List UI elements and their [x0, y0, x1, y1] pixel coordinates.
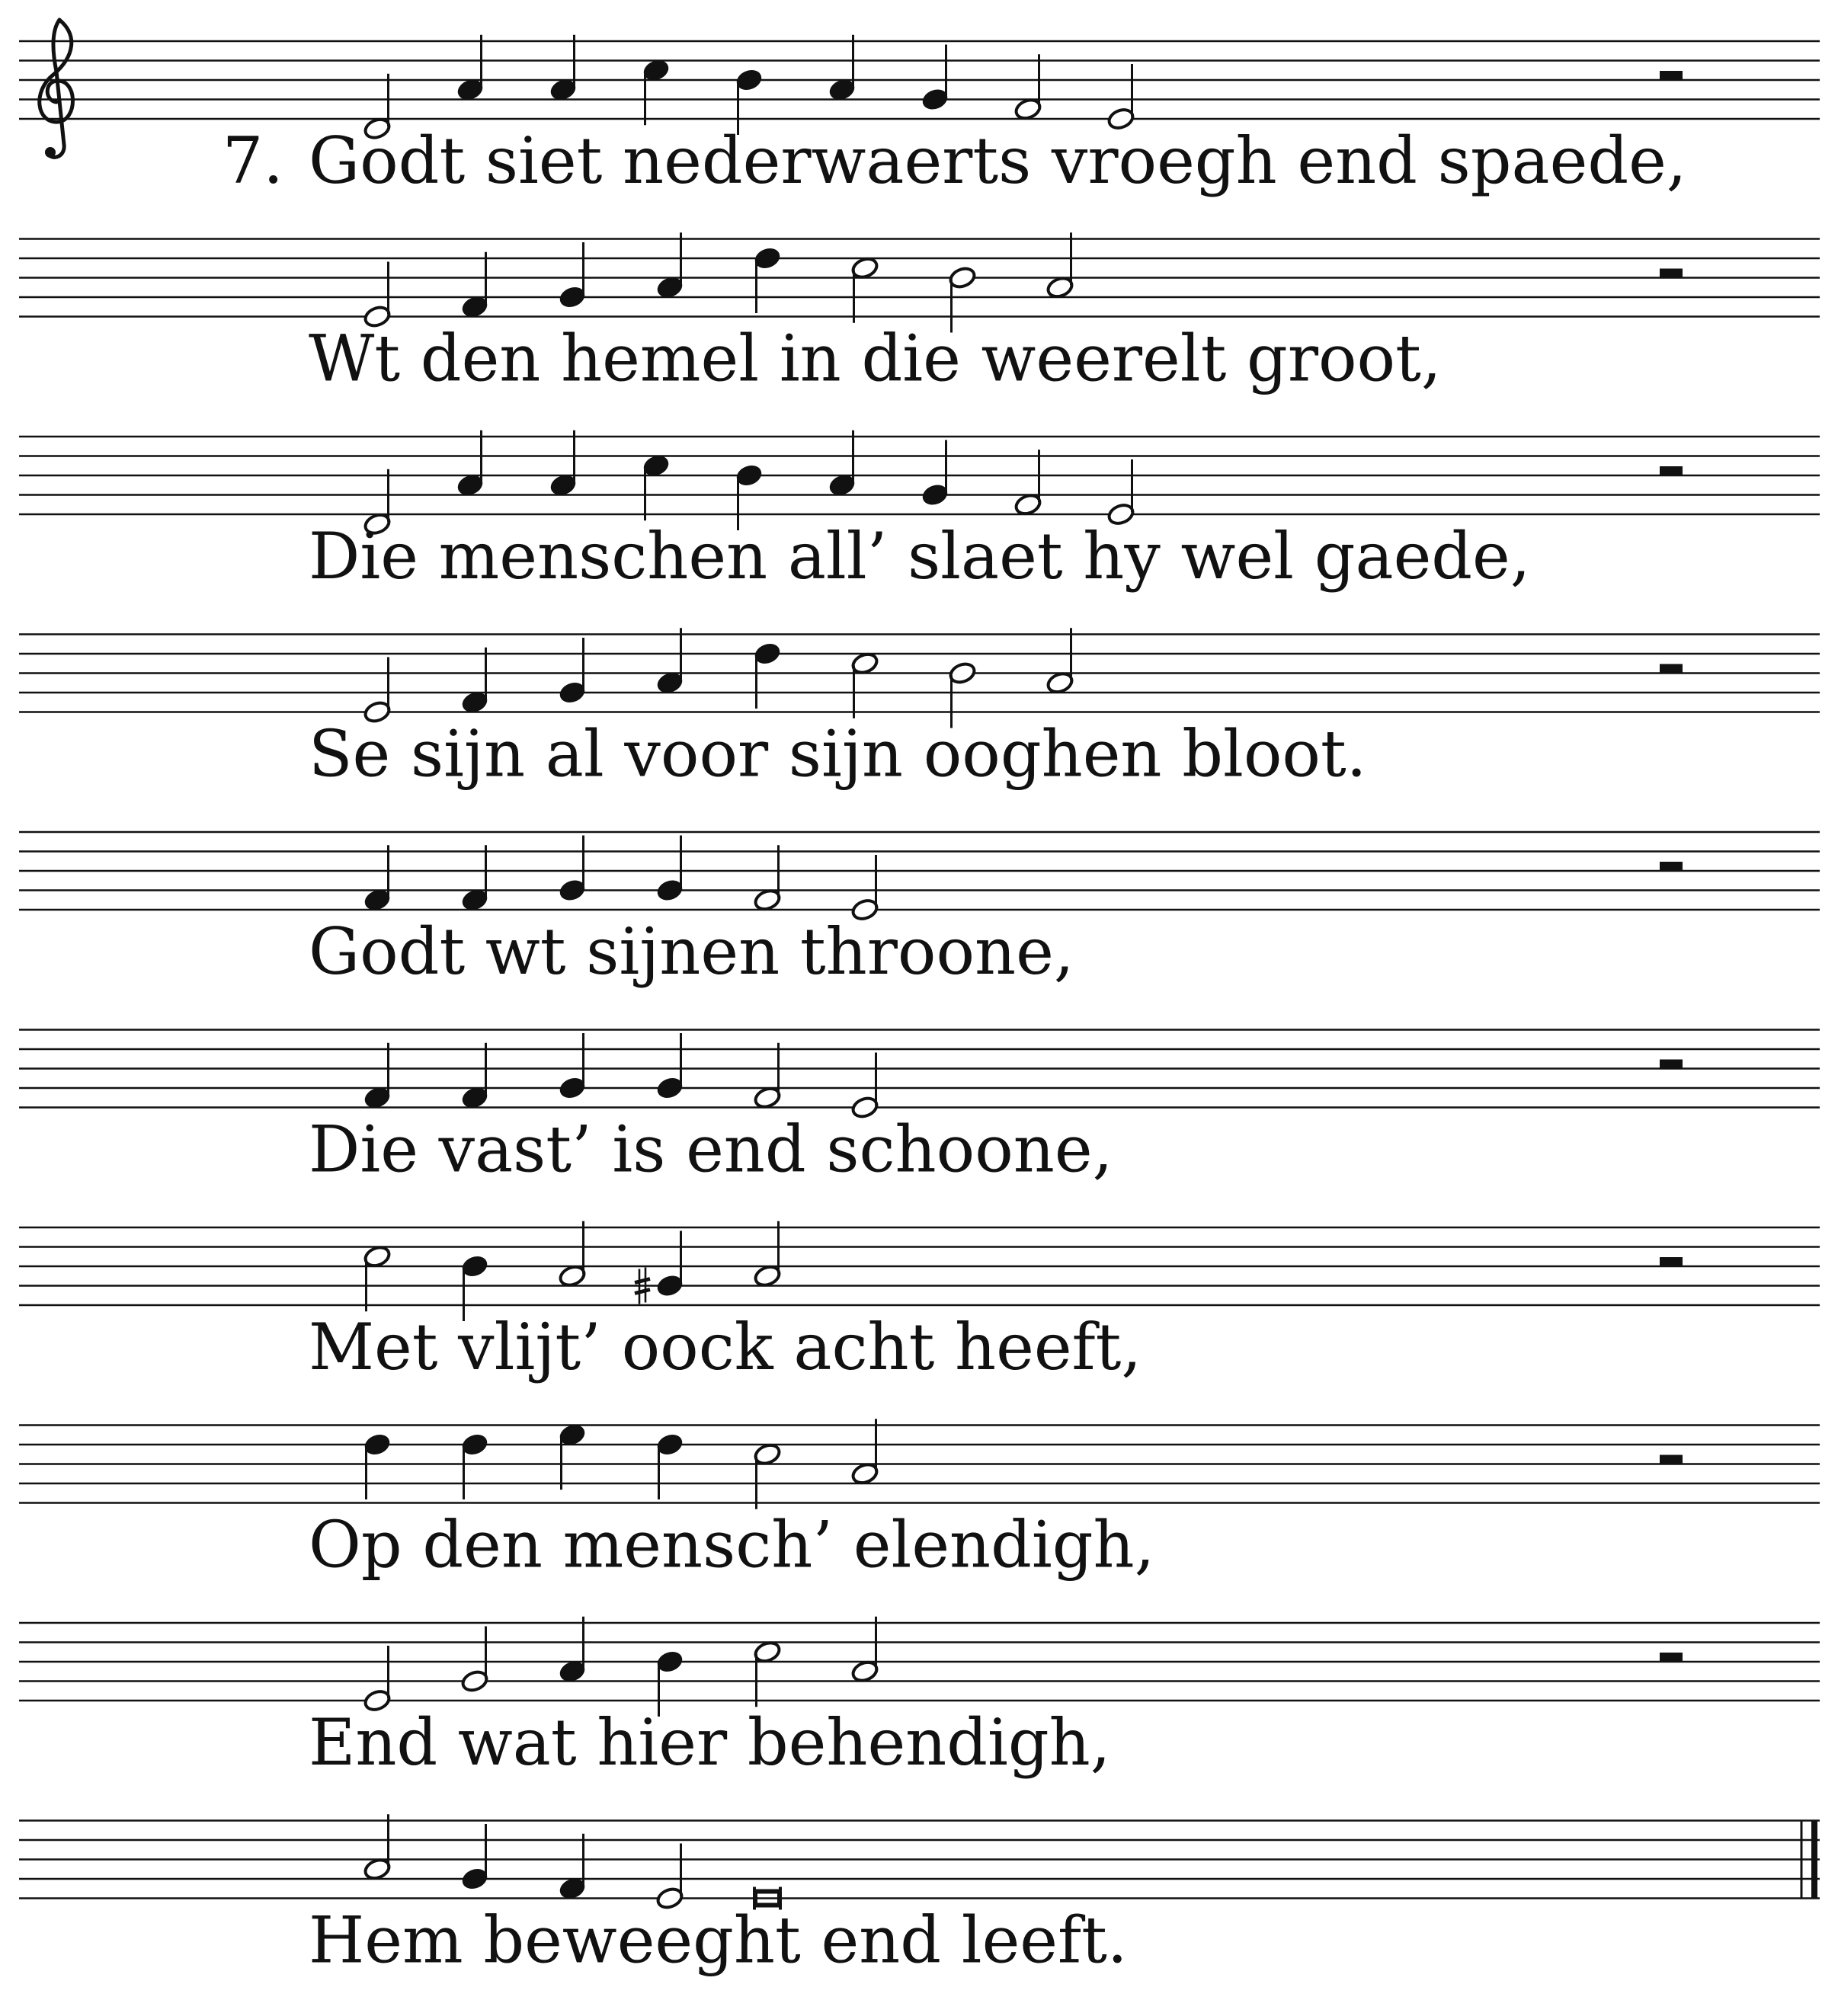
staff-system-5 [19, 832, 1820, 910]
half-rest [1660, 1455, 1683, 1464]
lyric-line-3: Die menschen all’ slaet hy wel gaede, [309, 519, 1531, 594]
note-D5-quarter [460, 1432, 489, 1499]
note-F4-half [1013, 450, 1042, 517]
staff-system-6 [19, 1030, 1820, 1108]
note-A4-half [363, 1814, 392, 1881]
staff-system-8 [19, 1426, 1820, 1503]
note-E4-half [850, 855, 879, 922]
verse-number: 7. [222, 123, 283, 198]
note-F4-quarter [363, 1043, 392, 1111]
lyric-line-4: Se sijn al voor sijn ooghen bloot. [309, 716, 1367, 792]
half-rest [1660, 664, 1683, 674]
note-Gsharp4-quarter [635, 1231, 684, 1304]
note-A4-half [558, 1221, 587, 1288]
note-F4-quarter [558, 1834, 587, 1902]
note-C5-half [363, 1244, 392, 1311]
note-C5-half [753, 1442, 782, 1509]
staff-system-3 [19, 437, 1820, 514]
note-C5-quarter [642, 453, 671, 521]
note-F4-quarter [460, 845, 489, 913]
note-E5-quarter [558, 1422, 587, 1490]
note-F4-quarter [460, 252, 489, 320]
note-A4-half [850, 1617, 879, 1684]
note-C5-quarter [642, 58, 671, 126]
staff-system-10 [19, 1821, 1820, 1899]
note-G4-quarter [921, 45, 949, 113]
note-E4-half [363, 658, 392, 725]
half-rest [1660, 1653, 1683, 1662]
note-A4-quarter [655, 628, 684, 696]
note-A4-quarter [549, 35, 578, 103]
lyric-line-8: Op den mensch’ elendigh, [309, 1507, 1155, 1582]
half-rest [1660, 1060, 1683, 1069]
note-A4-half [753, 1221, 782, 1288]
note-F4-half [753, 845, 782, 912]
note-D5-quarter [753, 245, 782, 313]
half-rest [1660, 862, 1683, 871]
lyric-line-7: Met vlijt’ oock acht heeft, [309, 1310, 1142, 1384]
note-G4-quarter [921, 440, 949, 508]
lyric-line-6: Die vast’ is end schoone, [309, 1112, 1113, 1187]
lyric-line-5: Godt wt sijnen throone, [309, 914, 1074, 989]
note-C5-half [753, 1640, 782, 1707]
note-F4-quarter [460, 1043, 489, 1111]
lyric-line-10: Hem beweeght end leeft. [309, 1902, 1128, 1978]
lyric-line-2: Wt den hemel in die weerelt groot, [309, 321, 1442, 396]
half-rest [1660, 466, 1683, 475]
note-F4-quarter [460, 648, 489, 715]
note-G4-quarter [558, 1033, 587, 1101]
note-A4-half [850, 1419, 879, 1486]
note-A4-quarter [456, 35, 485, 103]
staff-system-4 [19, 635, 1820, 712]
note-A4-quarter [655, 232, 684, 300]
note-G4-half [460, 1627, 489, 1694]
note-F4-half [1013, 54, 1042, 121]
note-D5-quarter [753, 641, 782, 709]
note-C5-half [850, 256, 879, 323]
staff-system-2 [19, 239, 1820, 317]
note-G4-quarter [558, 242, 587, 310]
staff-system-7 [19, 1227, 1820, 1305]
note-E4-half [850, 1053, 879, 1120]
note-E4-half [1106, 64, 1135, 131]
half-rest [1660, 71, 1683, 80]
note-E4-half [655, 1844, 684, 1911]
note-F4-half [753, 1043, 782, 1110]
note-G4-quarter [460, 1824, 489, 1892]
note-F4-quarter [363, 845, 392, 913]
note-E4-half [363, 1646, 392, 1713]
lyric-line-1: Godt siet nederwaerts vroegh end spaede, [309, 123, 1687, 198]
note-A4-half [1045, 628, 1074, 695]
staff-system-9 [19, 1623, 1820, 1701]
note-A4-quarter [828, 35, 857, 103]
note-C5-half [850, 651, 879, 718]
note-A4-quarter [456, 430, 485, 498]
note-G4-quarter [558, 638, 587, 706]
note-G4-quarter [655, 836, 684, 904]
note-A4-quarter [558, 1617, 587, 1685]
lyric-line-9: End wat hier behendigh, [309, 1705, 1111, 1780]
note-A4-half [1045, 232, 1074, 299]
note-A4-quarter [549, 430, 578, 498]
note-G4-quarter [558, 836, 587, 904]
note-A4-quarter [828, 430, 857, 498]
half-rest [1660, 269, 1683, 278]
half-rest [1660, 1257, 1683, 1266]
note-E4-half [363, 262, 392, 329]
note-E4-half [1106, 459, 1135, 526]
note-G4-quarter [655, 1033, 684, 1101]
note-D5-quarter [655, 1432, 684, 1499]
note-D5-quarter [363, 1432, 392, 1499]
